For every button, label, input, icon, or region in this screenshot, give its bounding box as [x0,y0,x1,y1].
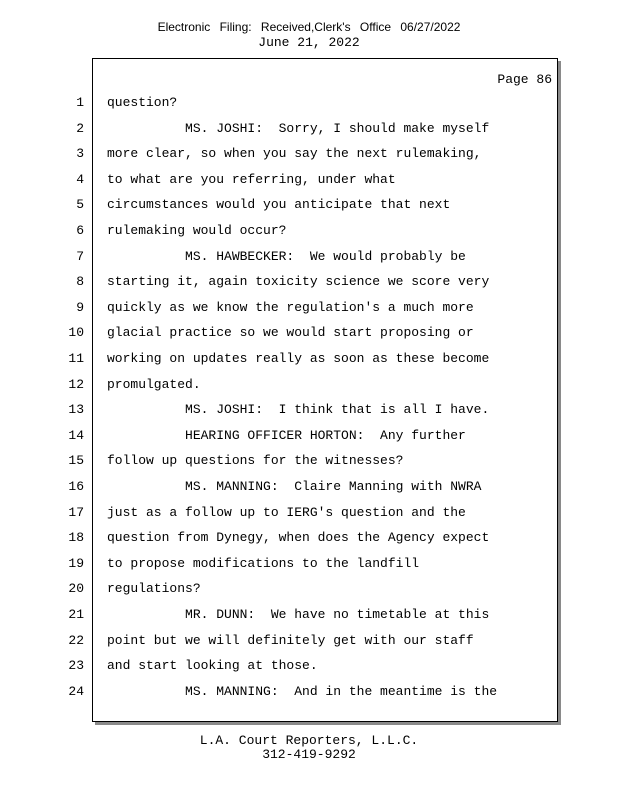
line-number: 24 [68,684,84,699]
transcript-line: working on updates really as soon as these become [107,351,490,366]
line-number: 17 [68,505,84,520]
transcript-line: MS. MANNING: Claire Manning with NWRA [107,479,482,494]
line-number: 21 [68,607,84,622]
transcript-line: to propose modifications to the landfill [107,556,420,571]
transcript-line: to what are you referring, under what [107,172,396,187]
line-number: 11 [68,351,84,366]
line-number: 23 [68,658,84,673]
line-number: 3 [76,146,84,161]
transcript-line: circumstances would you anticipate that next [107,197,451,212]
line-number: 19 [68,556,84,571]
line-number: 12 [68,377,84,392]
line-number: 13 [68,402,84,417]
transcript-line: quickly as we know the regulation's a much more [107,300,474,315]
line-number: 15 [68,453,84,468]
transcript-line: HEARING OFFICER HORTON: Any further [107,428,466,443]
hearing-date: June 21, 2022 [258,35,360,50]
transcript-line: more clear, so when you say the next rulemaking, [107,146,482,161]
line-number: 2 [76,121,84,136]
transcript-line: question? [107,95,178,110]
transcript-line: MS. JOSHI: I think that is all I have. [107,402,490,417]
line-number: 20 [68,581,84,596]
transcript-line: glacial practice so we would start proposing or [107,325,474,340]
line-number: 10 [68,325,84,340]
transcript-line: promulgated. [107,377,201,392]
line-number: 7 [76,249,84,264]
reporter-company: L.A. Court Reporters, L.L.C. [199,733,419,748]
line-number: 22 [68,633,84,648]
page-number: Page 86 [497,72,552,87]
line-number: 6 [76,223,84,238]
transcript-line: MR. DUNN: We have no timetable at this [107,607,490,622]
transcript-line: point but we will definitely get with our staff [107,633,474,648]
transcript-line: follow up questions for the witnesses? [107,453,404,468]
line-number: 16 [68,479,84,494]
transcript-line: question from Dynegy, when does the Agency expect [107,530,490,545]
transcript-line: MS. MANNING: And in the meantime is the [107,684,498,699]
line-number: 1 [76,95,84,110]
line-number: 5 [76,197,84,212]
line-number: 8 [76,274,84,289]
transcript-line: regulations? [107,581,201,596]
reporter-phone: 312-419-9292 [262,747,356,762]
line-number: 18 [68,530,84,545]
transcript-line: just as a follow up to IERG's question and the [107,505,466,520]
line-number: 4 [76,172,84,187]
transcript-line: MS. HAWBECKER: We would probably be [107,249,466,264]
line-number: 9 [76,300,84,315]
line-number: 14 [68,428,84,443]
transcript-line: MS. JOSHI: Sorry, I should make myself [107,121,490,136]
transcript-line: and start looking at those. [107,658,318,673]
transcript-line: rulemaking would occur? [107,223,287,238]
filing-stamp: Electronic Filing: Received,Clerk's Office 06/27/2022 [157,20,461,34]
transcript-line: starting it, again toxicity science we score very [107,274,490,289]
